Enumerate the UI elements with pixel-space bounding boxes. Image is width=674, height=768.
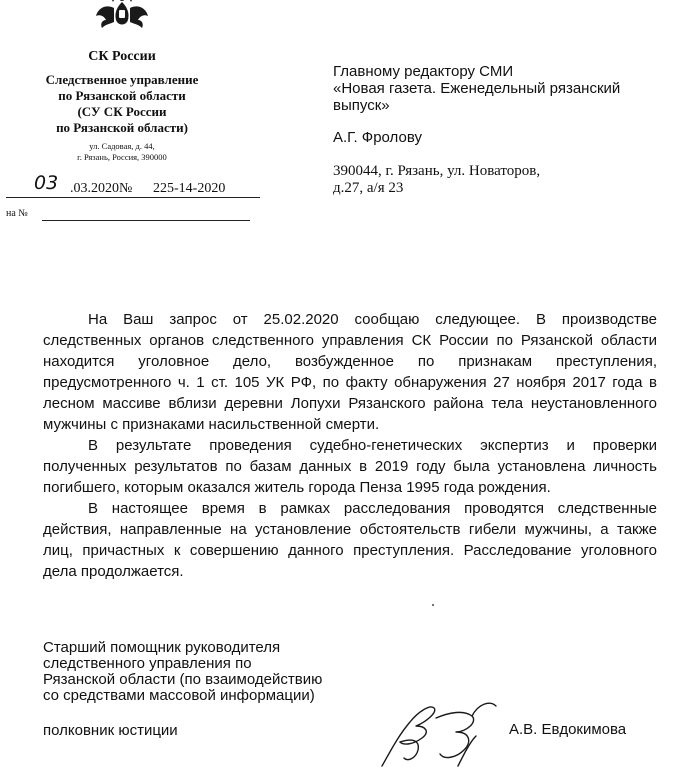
recipient-line-2: «Новая газета. Еженедельный рязанский [333, 80, 621, 97]
sender-organization [16, 49, 228, 136]
sender-address-line-1: ул. Садовая, д. 44, [89, 141, 155, 151]
body-paragraph-3: В настоящее время в рамках расследования проводятся следственные действия, направленные на установление обстоятельств гибели мужчины, а также лиц, причастных к совершению данного преступления. Расследование уголовного дела продолжается. [43, 500, 657, 580]
body-paragraph-2: В результате проведения судебно-генетических экспертиз и проверки полученных результатов по базам данных в 2019 году была установлена личность погибшего, которым оказался житель города Пенза 1995 года рождения. [43, 437, 657, 496]
registration-date: .03.2020№ [70, 181, 133, 196]
reference-label: на № [6, 208, 28, 219]
registration-number: 225-14-2020 [153, 181, 226, 196]
sender-address [16, 141, 228, 163]
recipient-line-3: выпуск» [333, 97, 390, 114]
sender-address-line-2: г. Рязань, Россия, 390000 [77, 152, 167, 162]
handwritten-date-day: 03 [34, 172, 59, 194]
signatory-title-line-3: Рязанской области (по взаимодействию [43, 671, 323, 688]
recipient-name: А.Г. Фролову [333, 129, 422, 146]
dept-line-2: по Рязанской области [58, 88, 186, 103]
handwritten-signature [360, 692, 510, 768]
org-name: СК России [88, 49, 156, 64]
signatory-title [43, 640, 383, 704]
dept-line-1: Следственное управление [45, 72, 199, 87]
scan-speck [432, 604, 434, 606]
recipient-block [333, 63, 663, 197]
registration-underline [6, 197, 260, 198]
recipient-address-line-1: 390044, г. Рязань, ул. Новаторов, [333, 163, 541, 179]
dept-line-3: (СУ СК России [77, 104, 167, 119]
dept-line-4: по Рязанской области) [56, 120, 188, 135]
reference-underline [42, 220, 250, 221]
recipient-line-1: Главному редактору СМИ [333, 63, 514, 80]
signatory-title-line-2: следственного управления по [43, 655, 252, 672]
signatory-rank: полковник юстиции [43, 722, 178, 739]
coat-of-arms-icon [92, 0, 152, 34]
registration-line [6, 172, 258, 202]
recipient-address-line-2: д.27, а/я 23 [333, 180, 404, 196]
letter-body [43, 309, 657, 582]
signatory-title-line-1: Старший помощник руководителя [43, 639, 281, 656]
signatory-title-line-4: со средствами массовой информации) [43, 687, 315, 704]
body-paragraph-1: На Ваш запрос от 25.02.2020 сообщаю следующее. В производстве следственных органов следственного управления СК России по Рязанской области находится уголовное дело, возбужденное по признакам преступления, предусмотренного ч. 1 ст. 105 УК РФ, по факту обнаружения 27 ноября 2017 года в лесном массиве вблизи деревни Лопухи Рязанского района тела неустановленного мужчины с признаками насильственной смерти. [43, 311, 657, 433]
signatory-name: А.В. Евдокимова [509, 721, 627, 738]
recipient-address [333, 163, 663, 197]
